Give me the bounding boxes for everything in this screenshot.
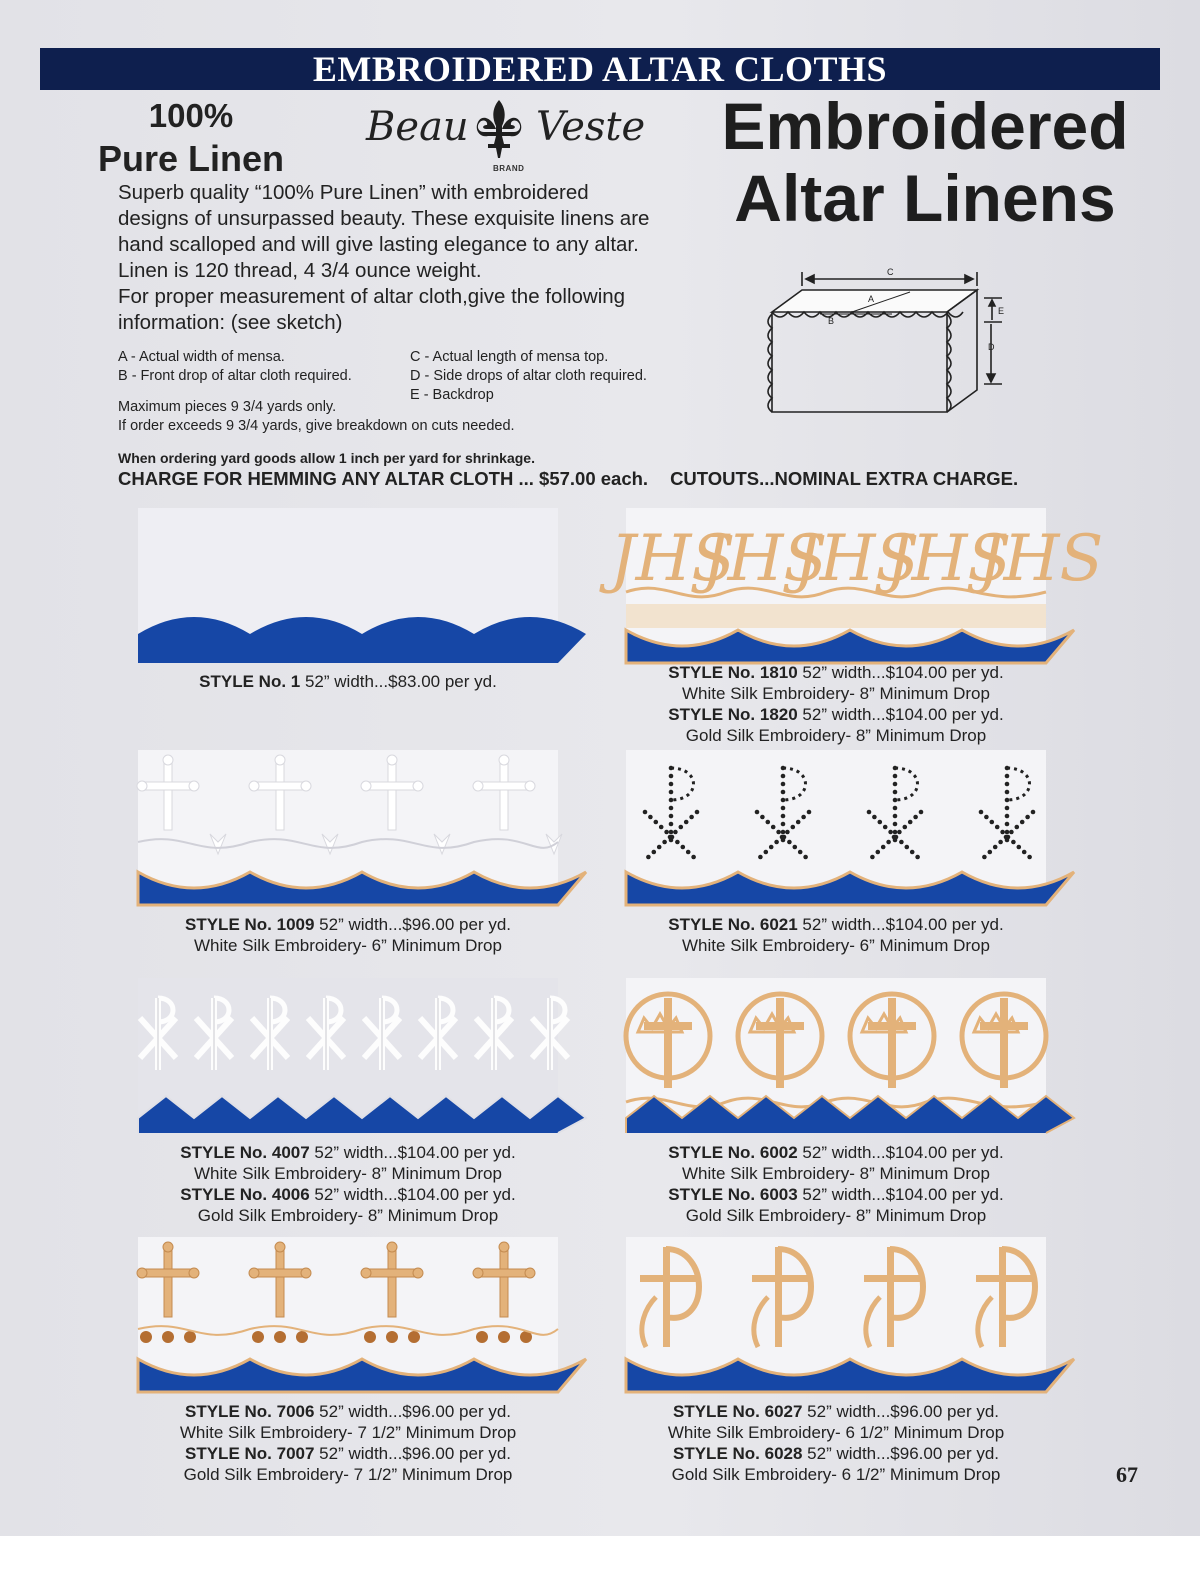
embroidery-line (128, 1464, 568, 1485)
brand-label: BRAND (493, 164, 525, 173)
price-text: 52” width...$104.00 per yd. (309, 1185, 516, 1204)
code-a: A - Actual width of mensa. (118, 349, 285, 365)
sketch-label-e: E (998, 306, 1005, 316)
fabric-swatch-p4 (626, 750, 1046, 905)
code-d: D - Side drops of altar cloth required. (410, 368, 647, 384)
embroidery-line (128, 1422, 568, 1443)
price-line (616, 1184, 1056, 1205)
sketch-label-b: B (828, 316, 835, 326)
svg-text:JHS: JHS (702, 522, 828, 596)
price-text: 52” width...$104.00 per yd. (797, 663, 1004, 682)
description-line: Superb quality “100% Pure Linen” with embroidered (118, 181, 589, 204)
embroidery-text: White Silk Embroidery- 6” Minimum Drop (682, 936, 990, 955)
price-line (616, 914, 1056, 935)
style-number: STYLE No. 1820 (668, 705, 798, 724)
price-text: 52” width...$96.00 per yd. (802, 1444, 999, 1463)
description-line: designs of unsurpassed beauty. These exquisite linens are (118, 207, 650, 230)
fabric-swatch-p2 (610, 508, 1104, 663)
intro-description (118, 180, 688, 336)
fabric-swatch-p1 (138, 508, 558, 663)
brand-word-beau: Beau (366, 104, 469, 150)
price-line (128, 1401, 568, 1422)
embroidery-text: White Silk Embroidery- 7 1/2” Minimum Drop (179, 1423, 517, 1442)
embroidery-text: Gold Silk Embroidery- 7 1/2” Minimum Drop (183, 1465, 513, 1484)
fabric-swatch-p5 (138, 978, 558, 1133)
code-b: B - Front drop of altar cloth required. (118, 368, 352, 384)
product-caption-p1 (128, 671, 568, 692)
embroidery-text: Gold Silk Embroidery- 8” Minimum Drop (197, 1206, 499, 1225)
linen-swatch-image (626, 750, 1046, 905)
style-number: STYLE No. 1009 (185, 915, 315, 934)
style-number: STYLE No. 7006 (185, 1402, 315, 1421)
embroidery-line (128, 1163, 568, 1184)
product-caption-p3 (128, 914, 568, 956)
beau-veste-logo (366, 98, 646, 174)
headline-line-2: Altar Linens (734, 161, 1116, 235)
product-caption-p4 (616, 914, 1056, 956)
embroidery-text: Gold Silk Embroidery- 6 1/2” Minimum Drop (671, 1465, 1001, 1484)
style-number: STYLE No. 6027 (673, 1402, 803, 1421)
fabric-swatch-p7 (138, 1237, 558, 1392)
embroidery-line (616, 683, 1056, 704)
price-line (128, 1142, 568, 1163)
style-number: STYLE No. 6021 (668, 915, 798, 934)
linen-swatch-image (610, 508, 1104, 663)
product-caption-p2 (616, 662, 1056, 746)
description-line: For proper measurement of altar cloth,give the following (118, 285, 626, 308)
max-pieces-note: Maximum pieces 9 3/4 yards only. (118, 399, 337, 415)
linen-swatch-image (138, 978, 558, 1133)
svg-text:JHS: JHS (794, 522, 920, 596)
price-line (128, 914, 568, 935)
sketch-label-a: A (868, 294, 875, 304)
hemming-charge: CHARGE FOR HEMMING ANY ALTAR CLOTH ... $57.00 each. (118, 468, 649, 489)
code-c: C - Actual length of mensa top. (410, 349, 609, 365)
price-text: 52” width...$83.00 per yd. (300, 672, 497, 691)
code-e: E - Backdrop (410, 387, 494, 403)
embroidery-text: White Silk Embroidery- 8” Minimum Drop (682, 684, 990, 703)
price-text: 52” width...$104.00 per yd. (797, 705, 1004, 724)
product-caption-p5 (128, 1142, 568, 1226)
style-number: STYLE No. 6028 (673, 1444, 803, 1463)
price-text: 52” width...$96.00 per yd. (314, 1402, 511, 1421)
linen-swatch-image (138, 1237, 558, 1392)
price-line (128, 671, 568, 692)
embroidery-text: White Silk Embroidery- 8” Minimum Drop (194, 1164, 502, 1183)
linen-swatch-image (138, 508, 558, 663)
price-text: 52” width...$104.00 per yd. (309, 1143, 516, 1162)
price-text: 52” width...$104.00 per yd. (797, 1185, 1004, 1204)
embroidery-line (616, 935, 1056, 956)
pure-linen-label (88, 96, 294, 182)
embroidery-line (128, 1205, 568, 1226)
price-text: 52” width...$104.00 per yd. (797, 915, 1004, 934)
price-line (128, 1443, 568, 1464)
embroidery-line (616, 725, 1056, 746)
linen-swatch-image (626, 1237, 1046, 1392)
sketch-label-d: D (988, 342, 995, 352)
style-number: STYLE No. 1810 (668, 663, 798, 682)
exceed-note: If order exceeds 9 3/4 yards, give breakdown on cuts needed. (118, 418, 515, 434)
linen-swatch-image (626, 978, 1046, 1133)
embroidery-text: White Silk Embroidery- 6” Minimum Drop (194, 936, 502, 955)
price-line (616, 704, 1056, 725)
pure-linen-percent: 100% (148, 97, 234, 134)
charges-line (118, 468, 1018, 490)
embroidery-text: Gold Silk Embroidery- 8” Minimum Drop (685, 726, 987, 745)
order-notes (118, 398, 515, 436)
product-caption-p7 (128, 1401, 568, 1485)
linen-swatch-image (138, 750, 558, 905)
shrinkage-note: When ordering yard goods allow 1 inch per yard for shrinkage. (118, 450, 535, 466)
price-text: 52” width...$96.00 per yd. (802, 1402, 999, 1421)
description-line: information: (see sketch) (118, 311, 343, 334)
embroidery-line (616, 1422, 1056, 1443)
brand-word-veste: Veste (536, 104, 646, 150)
pure-linen-text: Pure Linen (97, 138, 285, 179)
embroidery-text: White Silk Embroidery- 6 1/2” Minimum Drop (667, 1423, 1005, 1442)
embroidery-line (128, 935, 568, 956)
description-line: Linen is 120 thread, 4 3/4 ounce weight. (118, 259, 482, 282)
description-line: hand scalloped and will give lasting elegance to any altar. (118, 233, 639, 256)
page-headline (690, 90, 1160, 234)
page-banner: EMBROIDERED ALTAR CLOTHS (40, 48, 1160, 90)
price-line (616, 1443, 1056, 1464)
fabric-swatch-p8 (626, 1237, 1046, 1392)
svg-text:JHS: JHS (610, 522, 736, 596)
page-number: 67 (1116, 1462, 1138, 1487)
fleur-de-lis-icon (474, 98, 524, 160)
fabric-swatch-p6 (626, 978, 1046, 1133)
embroidery-line (616, 1163, 1056, 1184)
price-line (616, 662, 1056, 683)
embroidery-line (616, 1464, 1056, 1485)
embroidery-text: Gold Silk Embroidery- 8” Minimum Drop (685, 1206, 987, 1225)
fabric-swatch-p3 (138, 750, 558, 905)
price-line (616, 1401, 1056, 1422)
price-line (616, 1142, 1056, 1163)
svg-text:JHS: JHS (978, 522, 1104, 596)
embroidery-text: White Silk Embroidery- 8” Minimum Drop (682, 1164, 990, 1183)
style-number: STYLE No. 6003 (668, 1185, 798, 1204)
svg-text:JHS: JHS (886, 522, 1012, 596)
style-number: STYLE No. 1 (199, 672, 301, 691)
style-number: STYLE No. 6002 (668, 1143, 798, 1162)
price-text: 52” width...$104.00 per yd. (797, 1143, 1004, 1162)
cutouts-charge: CUTOUTS...NOMINAL EXTRA CHARGE. (670, 468, 1019, 489)
style-number: STYLE No. 4006 (180, 1185, 310, 1204)
product-caption-p6 (616, 1142, 1056, 1226)
style-number: STYLE No. 7007 (185, 1444, 315, 1463)
headline-line-1: Embroidered (721, 89, 1129, 163)
product-caption-p8 (616, 1401, 1056, 1485)
price-text: 52” width...$96.00 per yd. (314, 915, 511, 934)
altar-measurement-sketch (762, 262, 1052, 424)
style-number: STYLE No. 4007 (180, 1143, 310, 1162)
embroidery-line (616, 1205, 1056, 1226)
price-line (128, 1184, 568, 1205)
sketch-label-c: C (887, 267, 894, 277)
price-text: 52” width...$96.00 per yd. (314, 1444, 511, 1463)
